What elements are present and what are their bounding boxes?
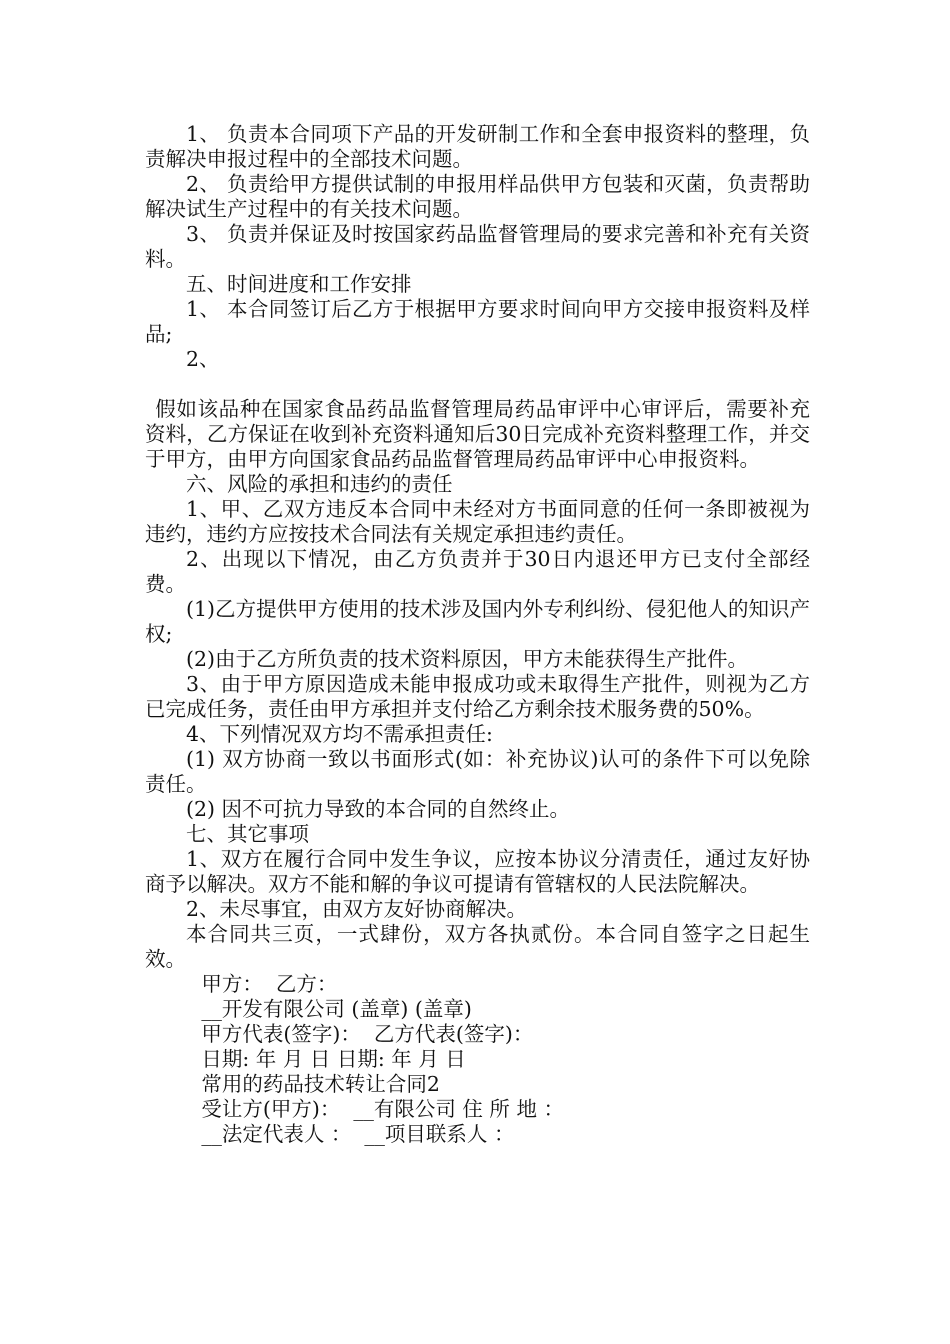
paragraph-risk-4-item-2: (2) 因不可抗力导致的本合同的自然终止。 [186,797,571,821]
paragraph-risk-3: 3、由于甲方原因造成未能申报成功或未取得生产批件，则视为乙方已完成任务，责任由甲方承担并支付给乙方剩余技术服务费的50%。 [145,672,810,721]
paragraph-effective: 本合同共三页，一式肆份，双方各执贰份。本合同自签字之日起生效。 [145,922,810,971]
signature-parties: 甲方： 乙方： [201,972,338,996]
paragraph-other-1: 1、双方在履行合同中发生争议，应按本协议分清责任，通过友好协商予以解决。双方不能和解的争议可提请有管辖权的人民法院解决。 [145,847,810,896]
paragraph-risk-4: 4、下列情况双方均不需承担责任: [186,722,493,746]
paragraph-risk-2-item-2: (2)由于乙方所负责的技术资料原因，甲方未能获得生产批件。 [186,647,749,671]
paragraph-risk-1: 1、甲、乙双方违反本合同中未经对方书面同意的任何一条即被视为违约，违约方应按技术合同法有关规定承担违约责任。 [145,497,810,546]
contract-2-title: 常用的药品技术转让合同2 [201,1072,440,1096]
paragraph-duty-2: 2、 负责给甲方提供试制的申报用样品供甲方包装和灭菌，负责帮助解决试生产过程中的有关技术问题。 [145,172,810,221]
section-heading-risk: 六、风险的承担和违约的责任 [186,472,453,496]
paragraph-risk-2-item-1: (1)乙方提供甲方使用的技术涉及国内外专利纠纷、侵犯他人的知识产权; [145,597,810,646]
paragraph-duty-3: 3、 负责并保证及时按国家药品监督管理局的要求完善和补充有关资料。 [145,222,810,271]
paragraph-risk-2: 2、出现以下情况，由乙方负责并于30日内退还甲方已支付全部经费。 [145,547,810,596]
signature-company: __开发有限公司 (盖章) (盖章) [201,997,472,1021]
blank-line [145,372,810,397]
paragraph-risk-4-item-1: (1) 双方协商一致以书面形式(如：补充协议)认可的条件下可以免除责任。 [145,747,810,796]
section-heading-other: 七、其它事项 [186,822,309,846]
paragraph-supplement: 假如该品种在国家食品药品监督管理局药品审评中心审评后，需要补充资料，乙方保证在收到补充资料通知后30日完成补充资料整理工作，并交于甲方，由甲方向国家食品药品监督管理局药品审评中心申报资料。 [145,397,810,471]
signature-dates: 日期: 年 月 日 日期: 年 月 日 [201,1047,466,1071]
paragraph-schedule-1: 1、 本合同签订后乙方于根据甲方要求时间向甲方交接申报资料及样品; [145,297,810,346]
signature-representatives: 甲方代表(签字)： 乙方代表(签字)： [201,1022,534,1046]
contract-2-representative: __法定代表人 ： __项目联系人 ： [201,1122,515,1146]
contract-2-transferee: 受让方(甲方)： __有限公司 住 所 地 ： [201,1097,564,1121]
paragraph-other-2: 2、未尽事宜，由双方友好协商解决。 [186,897,528,921]
document-page [145,122,810,1147]
section-heading-schedule: 五、时间进度和工作安排 [186,272,412,296]
paragraph-duty-1: 1、 负责本合同项下产品的开发研制工作和全套申报资料的整理，负责解决申报过程中的全部技术问题。 [145,122,810,171]
paragraph-schedule-2: 2、 [186,347,220,371]
